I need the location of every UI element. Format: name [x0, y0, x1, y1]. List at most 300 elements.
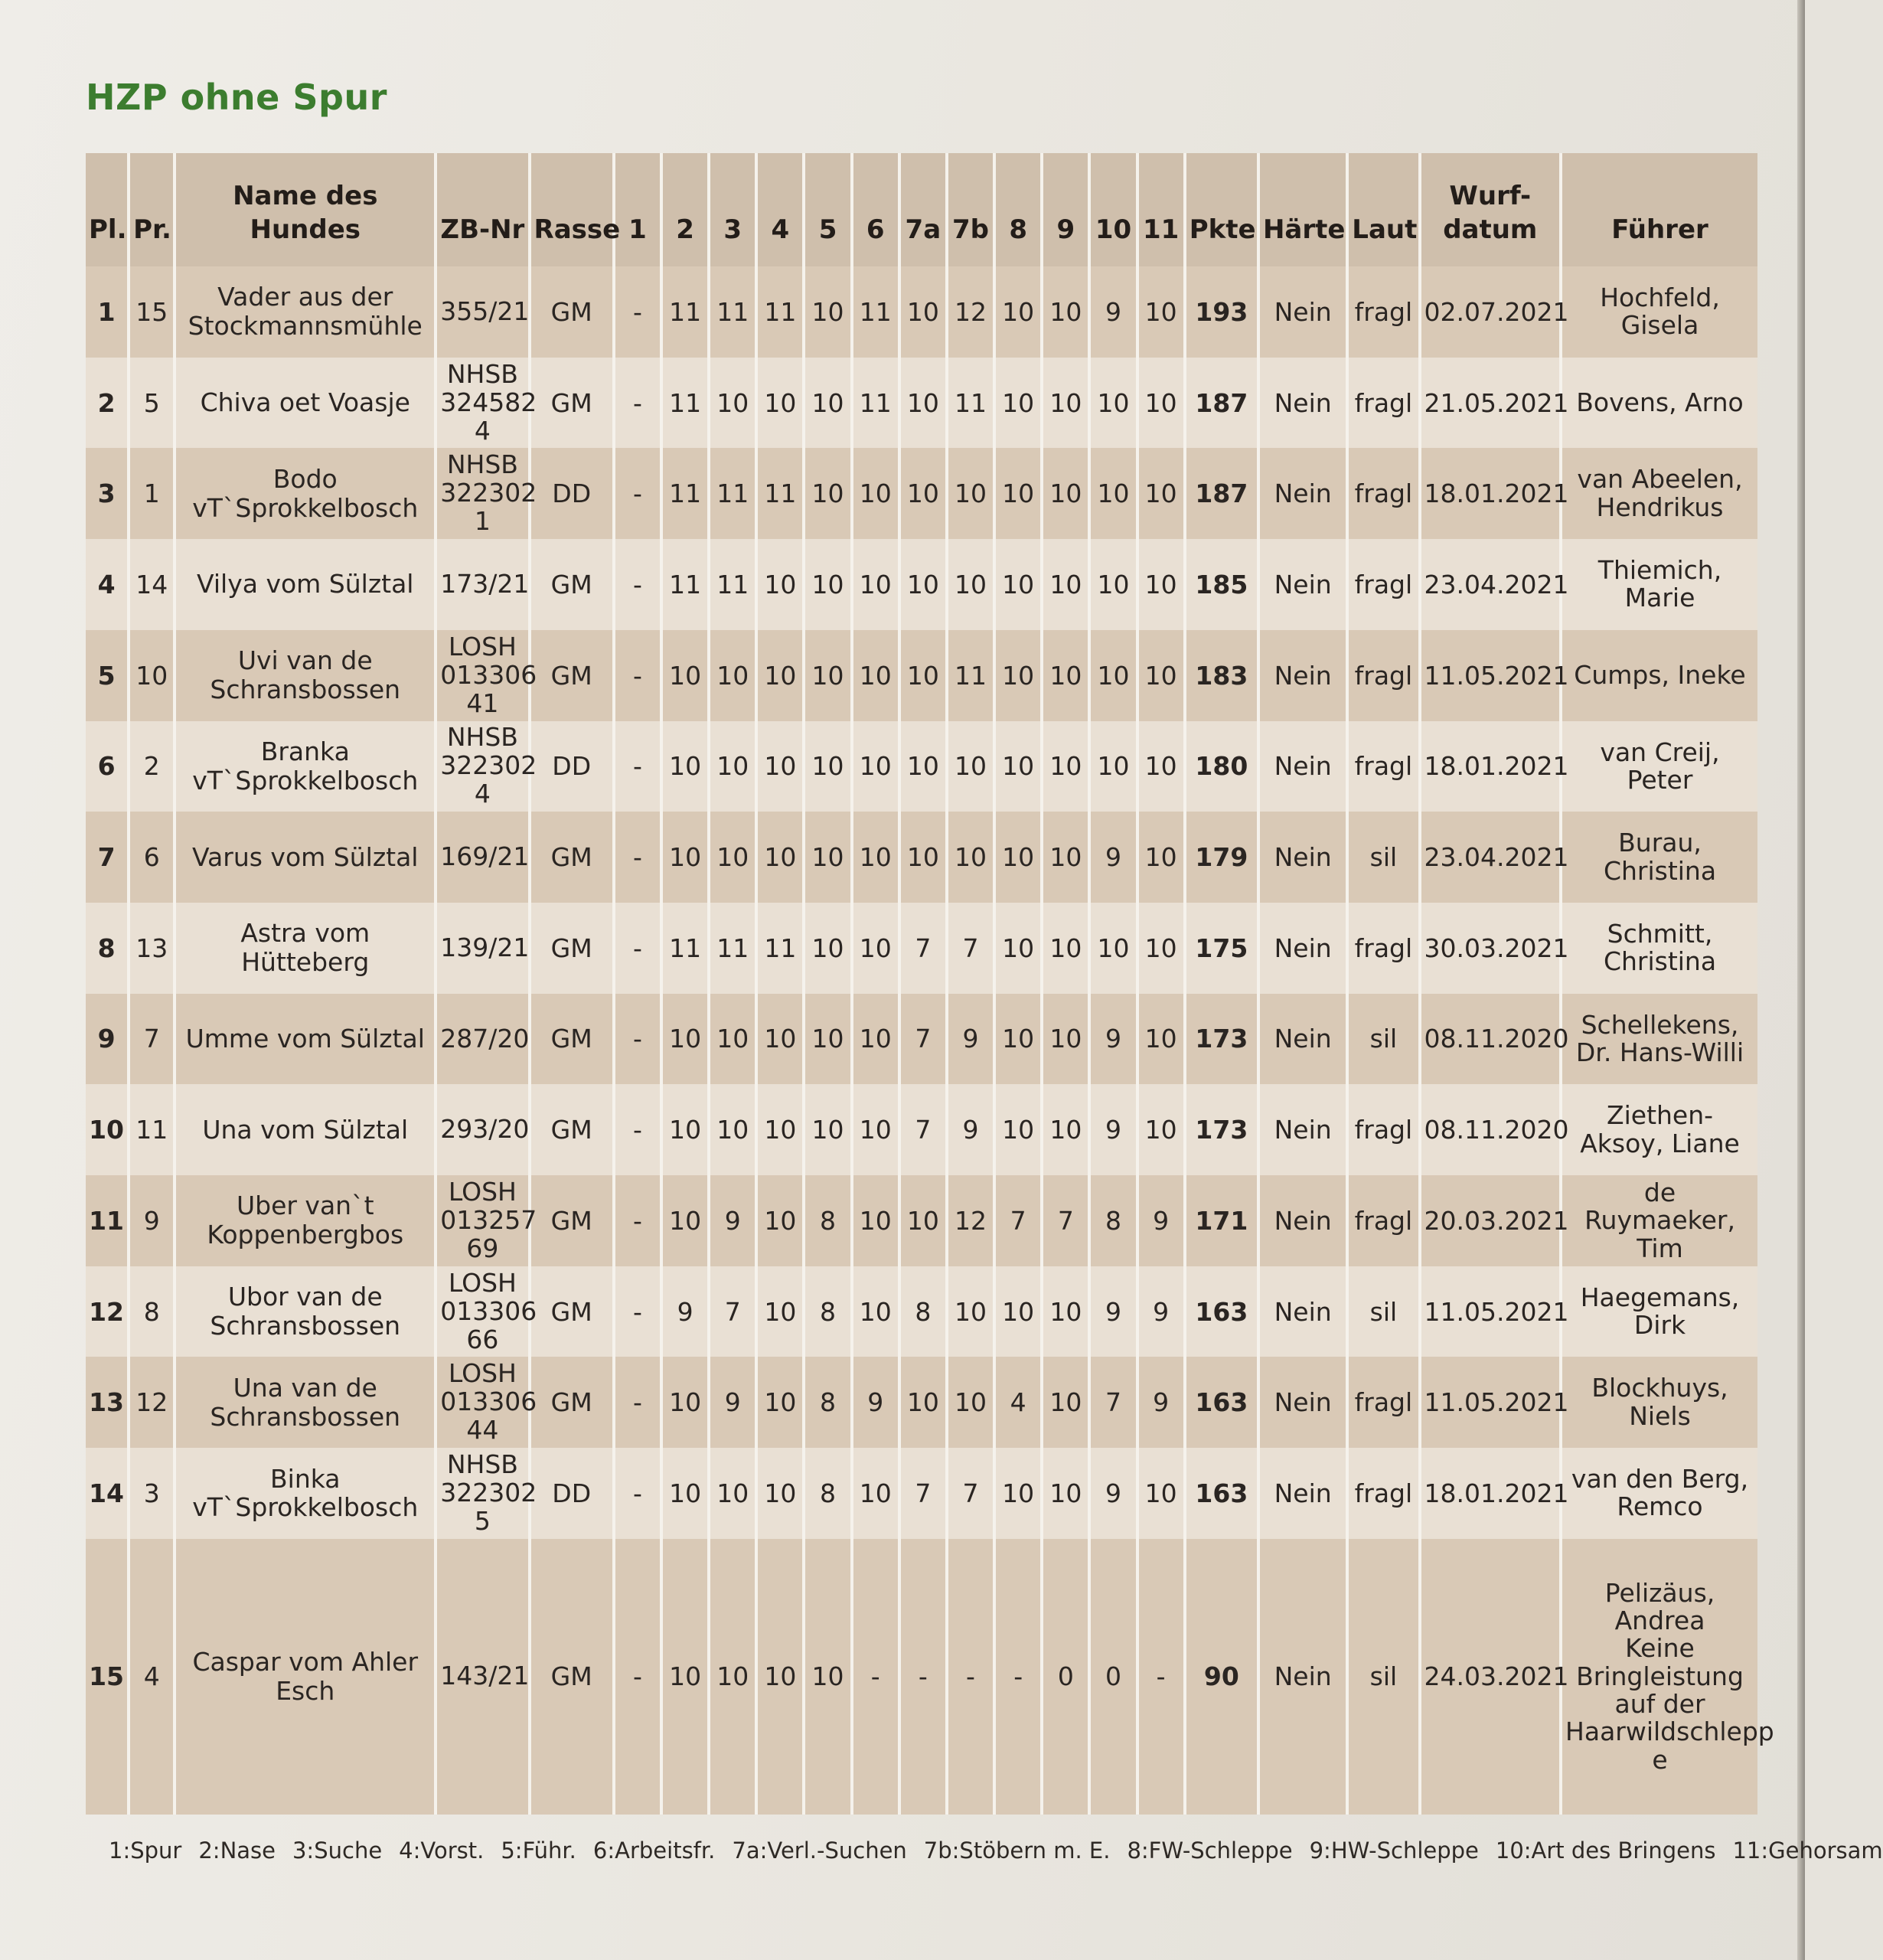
cell-wurfdatum: 02.07.2021 — [1420, 266, 1562, 358]
cell-score-9: 10 — [1042, 1357, 1089, 1448]
cell-place: 12 — [89, 1296, 125, 1327]
cell-place: 10 — [89, 1115, 125, 1145]
header-10: 10 — [1089, 153, 1137, 266]
cell-score-6: 11 — [852, 358, 899, 449]
cell-rasse: GM — [530, 1175, 614, 1266]
cell-score-4: 10 — [756, 1266, 804, 1357]
cell-score-5: 10 — [804, 812, 851, 903]
header-5: 5 — [804, 153, 851, 266]
cell-laut: fragl — [1347, 630, 1419, 721]
section-title: HZP ohne Spur — [86, 77, 387, 118]
header-laut: Laut — [1347, 153, 1419, 266]
cell-score-6: 10 — [852, 1084, 899, 1175]
cell-haerte: Nein — [1258, 630, 1347, 721]
cell-score-7b: 7 — [947, 903, 994, 994]
cell-score-6: 10 — [852, 448, 899, 539]
cell-laut: fragl — [1347, 1084, 1419, 1175]
cell-score-6: 10 — [852, 721, 899, 812]
cell-zb-nr: NHSB 324582 4 — [436, 358, 529, 449]
cell-score-6: 10 — [852, 1448, 899, 1539]
cell-zb-nr: LOSH 013306 41 — [436, 630, 529, 721]
cell-score-10: 9 — [1089, 812, 1137, 903]
cell-score-8: 10 — [994, 266, 1042, 358]
cell-zb-nr: NHSB 322302 1 — [436, 448, 529, 539]
cell-score-3: 10 — [709, 630, 756, 721]
legend-item: 4:Vorst. — [399, 1838, 485, 1864]
cell-score-3: 9 — [709, 1357, 756, 1448]
cell-score-7a: - — [899, 1539, 947, 1815]
cell-score-6: 10 — [852, 630, 899, 721]
cell-score-9: 10 — [1042, 721, 1089, 812]
cell-laut: sil — [1347, 812, 1419, 903]
cell-wurfdatum: 18.01.2021 — [1420, 721, 1562, 812]
cell-score-7b: 10 — [947, 1266, 994, 1357]
cell-score-8: 10 — [994, 630, 1042, 721]
cell-zb-nr: LOSH 013257 69 — [436, 1175, 529, 1266]
header-2: 2 — [661, 153, 709, 266]
cell-haerte: Nein — [1258, 994, 1347, 1085]
cell-score-3: 11 — [709, 539, 756, 630]
cell-haerte: Nein — [1258, 539, 1347, 630]
cell-score-5: 8 — [804, 1266, 851, 1357]
cell-score-9: 10 — [1042, 1448, 1089, 1539]
cell-score-7a: 10 — [899, 721, 947, 812]
cell-points: 173 — [1185, 1084, 1258, 1175]
cell-score-7a: 7 — [899, 1084, 947, 1175]
cell-rasse: GM — [530, 1266, 614, 1357]
cell-score-1: - — [614, 1266, 661, 1357]
cell-score-8: 7 — [994, 1175, 1042, 1266]
cell-score-2: 9 — [661, 1266, 709, 1357]
cell-score-2: 11 — [661, 266, 709, 358]
cell-score-10: 10 — [1089, 903, 1137, 994]
score-legend — [109, 1838, 1883, 1864]
cell-score-1: - — [614, 994, 661, 1085]
table-row — [86, 1448, 1757, 1539]
table-row — [86, 903, 1757, 994]
cell-score-1: - — [614, 812, 661, 903]
cell-score-10: 0 — [1089, 1539, 1137, 1815]
cell-pr: 12 — [129, 1357, 175, 1448]
cell-zb-nr: LOSH 013306 44 — [436, 1357, 529, 1448]
cell-score-2: 10 — [661, 1357, 709, 1448]
cell-place: 2 — [97, 387, 116, 418]
cell-wurfdatum: 11.05.2021 — [1420, 1357, 1562, 1448]
cell-score-10: 10 — [1089, 358, 1137, 449]
cell-score-7b: 12 — [947, 266, 994, 358]
cell-score-5: 10 — [804, 630, 851, 721]
cell-score-3: 10 — [709, 1084, 756, 1175]
cell-laut: fragl — [1347, 358, 1419, 449]
cell-score-1: - — [614, 903, 661, 994]
header-wurfdatum — [1420, 153, 1562, 266]
cell-score-9: 10 — [1042, 630, 1089, 721]
header-rasse: Rasse — [530, 153, 614, 266]
legend-item: 6:Arbeitsfr. — [592, 1838, 716, 1864]
cell-score-10: 10 — [1089, 448, 1137, 539]
cell-score-8: 4 — [994, 1357, 1042, 1448]
cell-points: 187 — [1185, 358, 1258, 449]
cell-pr: 15 — [129, 266, 175, 358]
cell-score-9: 10 — [1042, 994, 1089, 1085]
cell-score-5: 10 — [804, 903, 851, 994]
cell-score-7b: 10 — [947, 812, 994, 903]
cell-place: 14 — [89, 1478, 125, 1508]
cell-score-4: 11 — [756, 903, 804, 994]
cell-score-10: 9 — [1089, 1448, 1137, 1539]
cell-score-5: 8 — [804, 1448, 851, 1539]
header-7b: 7b — [947, 153, 994, 266]
cell-zb-nr: 139/21 — [436, 903, 529, 994]
cell-score-10: 9 — [1089, 994, 1137, 1085]
table-row — [86, 1539, 1757, 1815]
cell-score-8: 10 — [994, 903, 1042, 994]
header-wurf-line1: Wurf- — [1449, 180, 1532, 211]
cell-score-1: - — [614, 630, 661, 721]
header-zb: ZB-Nr — [436, 153, 529, 266]
cell-score-7a: 8 — [899, 1266, 947, 1357]
cell-score-3: 10 — [709, 994, 756, 1085]
header-8: 8 — [994, 153, 1042, 266]
cell-place: 1 — [97, 296, 116, 327]
header-6: 6 — [852, 153, 899, 266]
cell-score-8: - — [994, 1539, 1042, 1815]
cell-score-7b: 10 — [947, 721, 994, 812]
header-pkte: Pkte — [1185, 153, 1258, 266]
cell-fuehrer: Schmitt, Christina — [1561, 903, 1757, 994]
cell-laut: fragl — [1347, 721, 1419, 812]
cell-score-11: 10 — [1137, 448, 1185, 539]
cell-score-4: 11 — [756, 448, 804, 539]
header-1: 1 — [614, 153, 661, 266]
cell-score-4: 11 — [756, 266, 804, 358]
cell-score-2: 10 — [661, 1175, 709, 1266]
cell-wurfdatum: 20.03.2021 — [1420, 1175, 1562, 1266]
cell-rasse: GM — [530, 630, 614, 721]
cell-score-5: 10 — [804, 1084, 851, 1175]
cell-rasse: GM — [530, 539, 614, 630]
cell-score-3: 11 — [709, 903, 756, 994]
cell-zb-nr: 355/21 — [436, 266, 529, 358]
cell-pr: 9 — [129, 1175, 175, 1266]
cell-score-7b: 7 — [947, 1448, 994, 1539]
cell-fuehrer: Thiemich, Marie — [1561, 539, 1757, 630]
header-pl: Pl. — [89, 214, 127, 245]
cell-zb-nr: 293/20 — [436, 1084, 529, 1175]
cell-points: 171 — [1185, 1175, 1258, 1266]
cell-score-5: 10 — [804, 1539, 851, 1815]
cell-score-8: 10 — [994, 1448, 1042, 1539]
cell-fuehrer: Hochfeld, Gisela — [1561, 266, 1757, 358]
cell-score-7a: 10 — [899, 812, 947, 903]
cell-score-9: 10 — [1042, 903, 1089, 994]
cell-fuehrer: Blockhuys, Niels — [1561, 1357, 1757, 1448]
cell-place: 11 — [89, 1205, 125, 1236]
cell-fuehrer: Pelizäus, Andrea Keine Bringleistung auf der Haarwildschlepp e — [1561, 1539, 1757, 1815]
cell-place: 7 — [97, 842, 116, 873]
cell-score-7a: 10 — [899, 1175, 947, 1266]
cell-score-5: 8 — [804, 1357, 851, 1448]
cell-score-11: 9 — [1137, 1175, 1185, 1266]
cell-place: 15 — [89, 1661, 125, 1692]
cell-score-3: 10 — [709, 721, 756, 812]
cell-rasse: GM — [530, 1357, 614, 1448]
cell-score-4: 10 — [756, 1357, 804, 1448]
cell-pr: 4 — [129, 1539, 175, 1815]
cell-fuehrer: van Creij, Peter — [1561, 721, 1757, 812]
cell-score-11: 10 — [1137, 630, 1185, 721]
cell-wurfdatum: 21.05.2021 — [1420, 358, 1562, 449]
cell-rasse: GM — [530, 1084, 614, 1175]
cell-score-11: 10 — [1137, 539, 1185, 630]
cell-score-3: 7 — [709, 1266, 756, 1357]
cell-dog-name: Uvi van de Schransbossen — [175, 630, 436, 721]
table-row — [86, 358, 1757, 449]
cell-score-1: - — [614, 1084, 661, 1175]
cell-score-11: 10 — [1137, 812, 1185, 903]
cell-score-7b: 11 — [947, 358, 994, 449]
cell-zb-nr: 143/21 — [436, 1539, 529, 1815]
cell-haerte: Nein — [1258, 1266, 1347, 1357]
cell-score-9: 10 — [1042, 1266, 1089, 1357]
table-row — [86, 630, 1757, 721]
cell-score-3: 10 — [709, 1539, 756, 1815]
cell-score-4: 10 — [756, 994, 804, 1085]
cell-score-5: 10 — [804, 266, 851, 358]
cell-score-8: 10 — [994, 1266, 1042, 1357]
cell-points: 185 — [1185, 539, 1258, 630]
cell-score-1: - — [614, 1448, 661, 1539]
cell-haerte: Nein — [1258, 1448, 1347, 1539]
legend-item: 2:Nase — [198, 1838, 276, 1864]
cell-dog-name: Uber van`t Koppenbergbos — [175, 1175, 436, 1266]
cell-place: 4 — [97, 569, 116, 599]
results-table — [86, 153, 1774, 1815]
cell-zb-nr: 287/20 — [436, 994, 529, 1085]
cell-score-6: 11 — [852, 266, 899, 358]
cell-score-5: 10 — [804, 539, 851, 630]
cell-fuehrer: van Abeelen, Hendrikus — [1561, 448, 1757, 539]
cell-points: 163 — [1185, 1448, 1258, 1539]
cell-score-11: 10 — [1137, 721, 1185, 812]
cell-score-3: 10 — [709, 1448, 756, 1539]
header-11: 11 — [1137, 153, 1185, 266]
cell-score-7a: 10 — [899, 630, 947, 721]
cell-dog-name: Vilya vom Sülztal — [175, 539, 436, 630]
cell-dog-name: Branka vT`Sprokkelbosch — [175, 721, 436, 812]
cell-place: 5 — [97, 660, 116, 691]
table-row — [86, 812, 1757, 903]
cell-dog-name: Vader aus der Stockmannsmühle — [175, 266, 436, 358]
cell-score-4: 10 — [756, 1539, 804, 1815]
cell-score-8: 10 — [994, 994, 1042, 1085]
cell-laut: sil — [1347, 1266, 1419, 1357]
cell-haerte: Nein — [1258, 1539, 1347, 1815]
cell-score-1: - — [614, 358, 661, 449]
cell-points: 180 — [1185, 721, 1258, 812]
cell-score-5: 8 — [804, 1175, 851, 1266]
cell-score-2: 11 — [661, 448, 709, 539]
cell-score-9: 7 — [1042, 1175, 1089, 1266]
cell-dog-name: Caspar vom Ahler Esch — [175, 1539, 436, 1815]
table-row — [86, 721, 1757, 812]
cell-score-11: 10 — [1137, 903, 1185, 994]
cell-score-4: 10 — [756, 812, 804, 903]
cell-haerte: Nein — [1258, 1357, 1347, 1448]
cell-points: 193 — [1185, 266, 1258, 358]
cell-score-3: 11 — [709, 266, 756, 358]
cell-score-7a: 10 — [899, 539, 947, 630]
header-9: 9 — [1042, 153, 1089, 266]
cell-haerte: Nein — [1258, 903, 1347, 994]
cell-dog-name: Chiva oet Voasje — [175, 358, 436, 449]
table-row — [86, 1266, 1757, 1357]
cell-score-7b: - — [947, 1539, 994, 1815]
cell-laut: sil — [1347, 1539, 1419, 1815]
cell-wurfdatum: 24.03.2021 — [1420, 1539, 1562, 1815]
cell-score-7a: 10 — [899, 1357, 947, 1448]
cell-score-9: 10 — [1042, 539, 1089, 630]
fuehrer-note: Keine Bringleistung auf der Haarwildschlepp e — [1565, 1633, 1774, 1775]
cell-score-7b: 10 — [947, 448, 994, 539]
cell-score-8: 10 — [994, 721, 1042, 812]
cell-score-2: 10 — [661, 812, 709, 903]
cell-place: 9 — [97, 1024, 116, 1054]
cell-score-3: 10 — [709, 812, 756, 903]
cell-score-7b: 10 — [947, 1357, 994, 1448]
cell-score-2: 11 — [661, 539, 709, 630]
cell-pr: 6 — [129, 812, 175, 903]
cell-place: 13 — [89, 1387, 125, 1418]
cell-score-4: 10 — [756, 1448, 804, 1539]
header-7a: 7a — [899, 153, 947, 266]
cell-points: 173 — [1185, 994, 1258, 1085]
cell-wurfdatum: 18.01.2021 — [1420, 1448, 1562, 1539]
header-4: 4 — [756, 153, 804, 266]
cell-wurfdatum: 30.03.2021 — [1420, 903, 1562, 994]
cell-haerte: Nein — [1258, 448, 1347, 539]
cell-score-6: - — [852, 1539, 899, 1815]
cell-place: 6 — [97, 751, 116, 782]
cell-score-1: - — [614, 539, 661, 630]
cell-score-9: 10 — [1042, 1084, 1089, 1175]
cell-fuehrer: Bovens, Arno — [1561, 358, 1757, 449]
legend-item: 9:HW-Schleppe — [1309, 1838, 1479, 1864]
cell-score-6: 10 — [852, 994, 899, 1085]
cell-score-1: - — [614, 448, 661, 539]
legend-item: 10:Art des Bringens — [1495, 1838, 1716, 1864]
cell-score-11: 9 — [1137, 1266, 1185, 1357]
cell-fuehrer: van den Berg, Remco — [1561, 1448, 1757, 1539]
legend-item: 8:FW-Schleppe — [1127, 1838, 1293, 1864]
cell-score-9: 0 — [1042, 1539, 1089, 1815]
cell-score-3: 10 — [709, 358, 756, 449]
cell-score-1: - — [614, 1175, 661, 1266]
cell-score-9: 10 — [1042, 358, 1089, 449]
book-spine-edge — [1797, 0, 1805, 1960]
cell-score-2: 10 — [661, 1539, 709, 1815]
cell-zb-nr: LOSH 013306 66 — [436, 1266, 529, 1357]
cell-points: 163 — [1185, 1266, 1258, 1357]
cell-place: 3 — [97, 479, 116, 509]
cell-dog-name: Una van de Schransbossen — [175, 1357, 436, 1448]
cell-rasse: DD — [530, 448, 614, 539]
cell-pr: 5 — [129, 358, 175, 449]
cell-zb-nr: NHSB 322302 4 — [436, 721, 529, 812]
cell-dog-name: Umme vom Sülztal — [175, 994, 436, 1085]
cell-score-9: 10 — [1042, 812, 1089, 903]
cell-score-9: 10 — [1042, 266, 1089, 358]
cell-wurfdatum: 11.05.2021 — [1420, 630, 1562, 721]
table-row — [86, 448, 1757, 539]
legend-item: 1:Spur — [109, 1838, 182, 1864]
cell-pr: 8 — [129, 1266, 175, 1357]
cell-score-3: 11 — [709, 448, 756, 539]
table-row — [86, 539, 1757, 630]
cell-score-2: 10 — [661, 1084, 709, 1175]
cell-score-2: 10 — [661, 721, 709, 812]
cell-zb-nr: 169/21 — [436, 812, 529, 903]
cell-haerte: Nein — [1258, 266, 1347, 358]
cell-laut: fragl — [1347, 448, 1419, 539]
cell-score-5: 10 — [804, 994, 851, 1085]
cell-score-4: 10 — [756, 1175, 804, 1266]
cell-fuehrer: Cumps, Ineke — [1561, 630, 1757, 721]
cell-score-3: 9 — [709, 1175, 756, 1266]
cell-score-6: 9 — [852, 1357, 899, 1448]
header-name: Name des Hundes — [175, 153, 436, 266]
cell-wurfdatum: 23.04.2021 — [1420, 539, 1562, 630]
cell-score-11: 10 — [1137, 1084, 1185, 1175]
table-row — [86, 1084, 1757, 1175]
cell-score-6: 10 — [852, 903, 899, 994]
cell-score-10: 9 — [1089, 1266, 1137, 1357]
cell-rasse: GM — [530, 994, 614, 1085]
table-row — [86, 1357, 1757, 1448]
cell-score-2: 10 — [661, 630, 709, 721]
cell-score-11: 10 — [1137, 358, 1185, 449]
cell-score-1: - — [614, 1357, 661, 1448]
cell-haerte: Nein — [1258, 1084, 1347, 1175]
cell-dog-name: Una vom Sülztal — [175, 1084, 436, 1175]
cell-pr: 1 — [129, 448, 175, 539]
cell-score-5: 10 — [804, 448, 851, 539]
cell-score-2: 10 — [661, 1448, 709, 1539]
cell-score-5: 10 — [804, 358, 851, 449]
cell-score-8: 10 — [994, 539, 1042, 630]
cell-dog-name: Bodo vT`Sprokkelbosch — [175, 448, 436, 539]
cell-haerte: Nein — [1258, 721, 1347, 812]
cell-laut: fragl — [1347, 1175, 1419, 1266]
cell-fuehrer: Burau, Christina — [1561, 812, 1757, 903]
cell-zb-nr: 173/21 — [436, 539, 529, 630]
cell-score-4: 10 — [756, 721, 804, 812]
cell-score-2: 11 — [661, 903, 709, 994]
cell-score-1: - — [614, 1539, 661, 1815]
cell-dog-name: Varus vom Sülztal — [175, 812, 436, 903]
cell-wurfdatum: 11.05.2021 — [1420, 1266, 1562, 1357]
cell-laut: fragl — [1347, 1448, 1419, 1539]
header-3: 3 — [709, 153, 756, 266]
cell-score-10: 8 — [1089, 1175, 1137, 1266]
cell-wurfdatum: 18.01.2021 — [1420, 448, 1562, 539]
cell-rasse: GM — [530, 903, 614, 994]
cell-score-4: 10 — [756, 1084, 804, 1175]
cell-pr: 14 — [129, 539, 175, 630]
cell-score-7a: 10 — [899, 358, 947, 449]
cell-score-4: 10 — [756, 358, 804, 449]
cell-score-7a: 7 — [899, 994, 947, 1085]
